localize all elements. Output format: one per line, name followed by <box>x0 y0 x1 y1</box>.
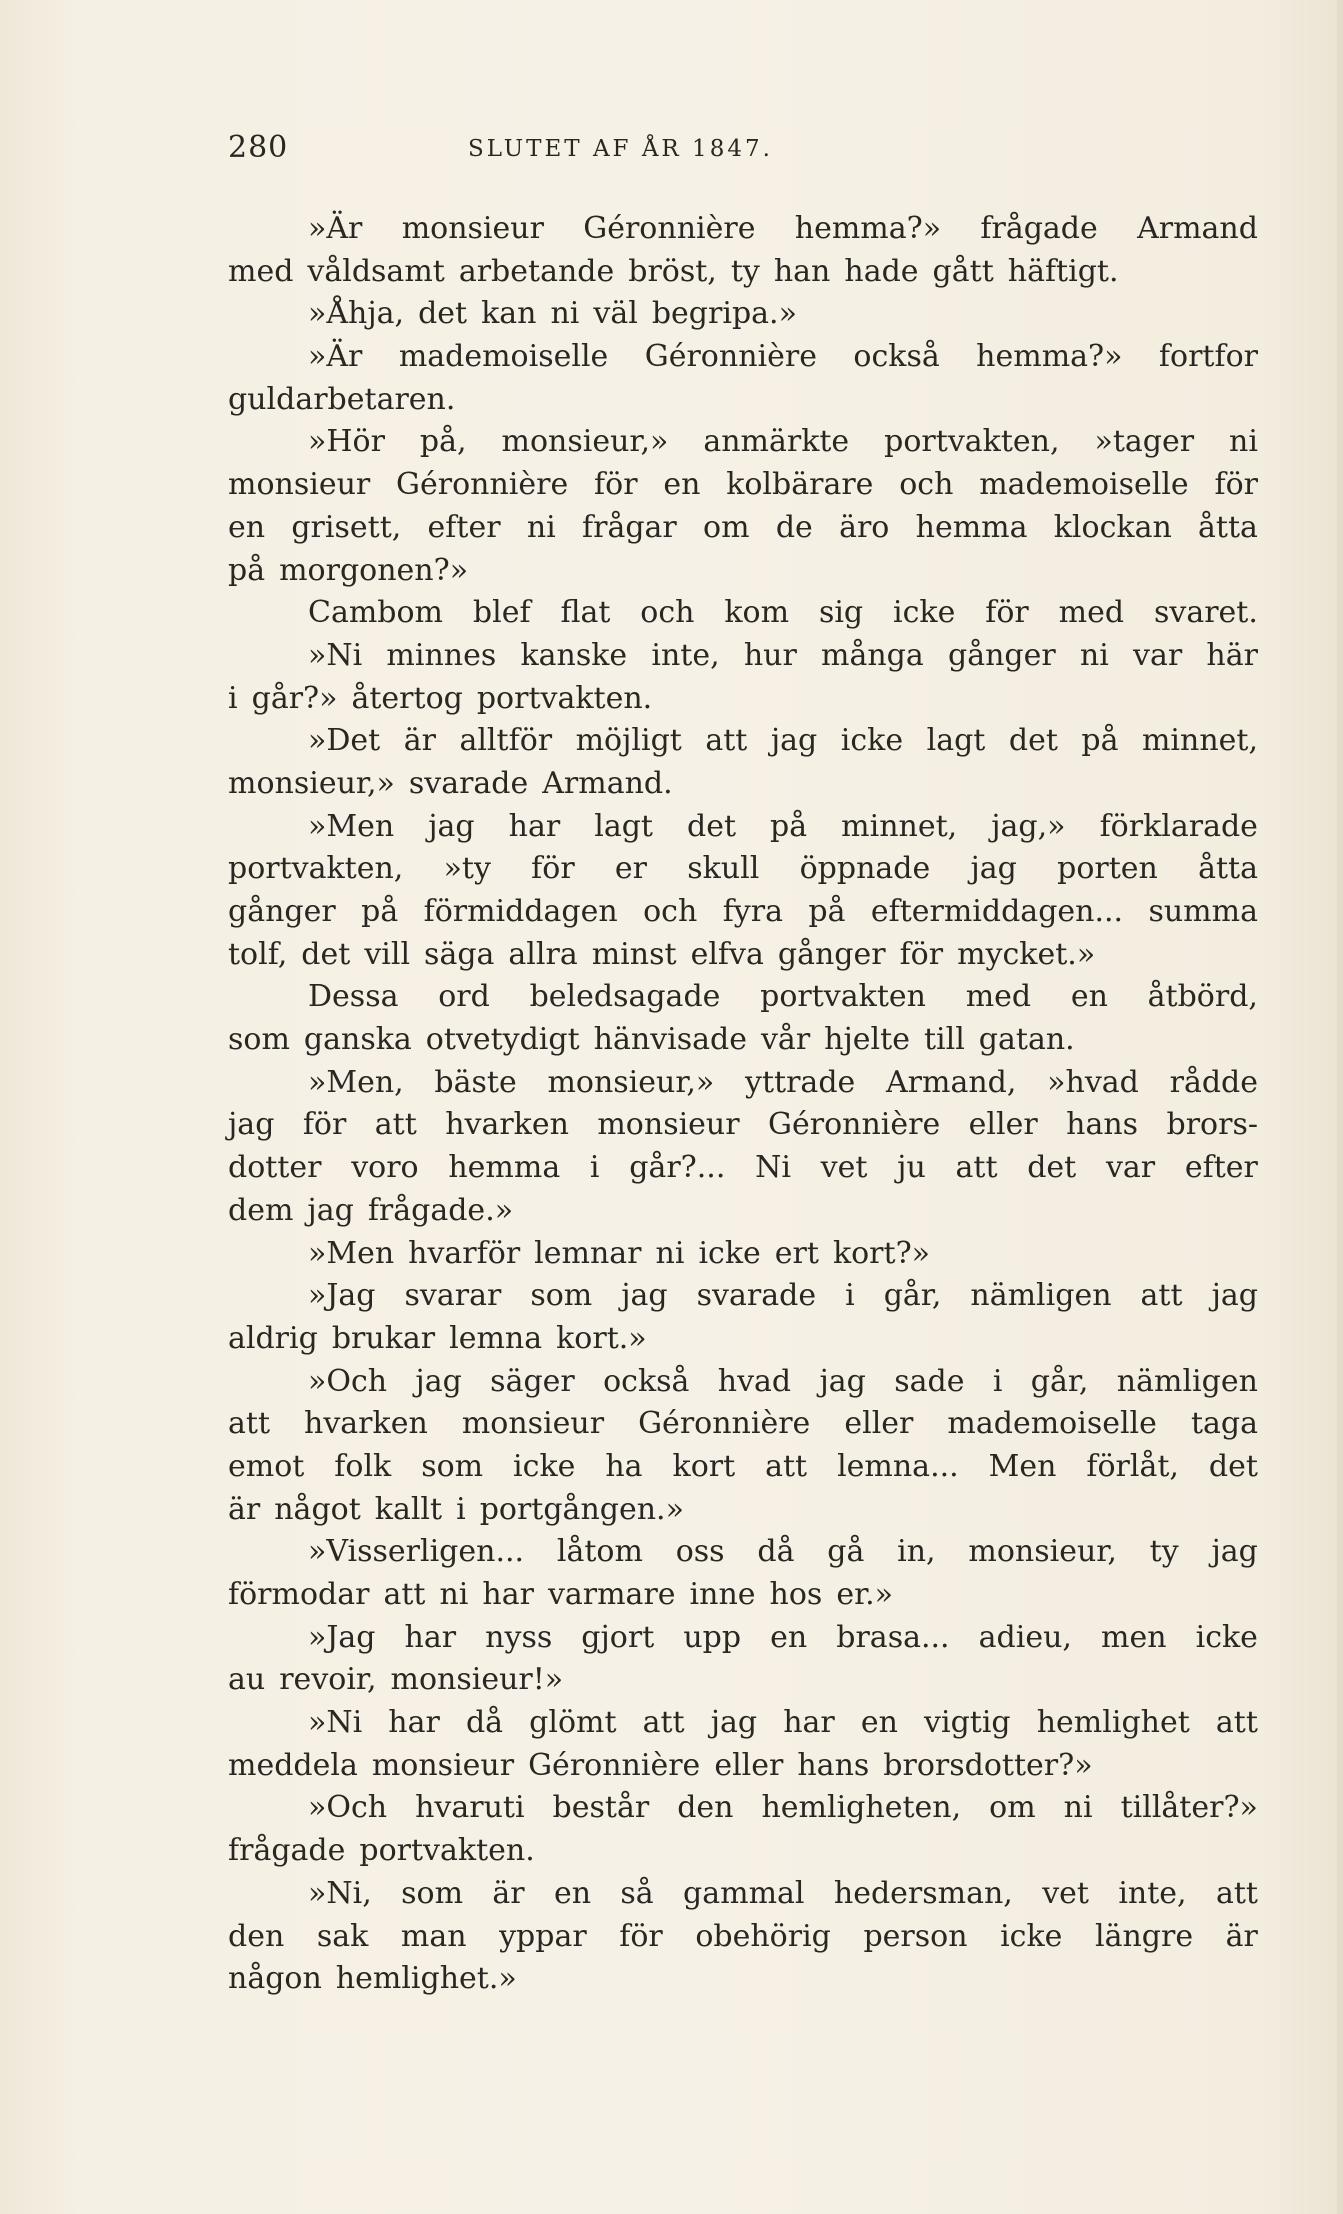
text-line: »Det är alltför möjligt att jag icke lagt det på minnet, <box>308 723 1258 759</box>
text-line: »Är monsieur Géronnière hemma?» frågade Armand <box>308 211 1258 246</box>
text-line: är något kallt i portgången.» <box>228 1491 684 1527</box>
text-line: »Och hvaruti består den hemligheten, om ni tillåter?» <box>308 1790 1258 1826</box>
text-line: monsieur Géronnière för en kolbärare och mademoiselle för <box>228 467 1258 503</box>
page-header <box>228 130 1258 170</box>
text-line: »Och jag säger också hvad jag sade i går, nämligen <box>308 1363 1258 1399</box>
text-line: Cambom blef flat och kom sig icke för med svaret. <box>308 595 1258 631</box>
text-line: »Jag har nyss gjort upp en brasa... adieu, men icke <box>308 1619 1258 1655</box>
text-line: jag för att hvarken monsieur Géronnière eller hans brors- <box>228 1107 1258 1143</box>
text-line: portvakten, »ty för er skull öppnade jag porten åtta <box>228 851 1258 887</box>
text-line: guldarbetaren. <box>228 381 456 417</box>
text-line: med våldsamt arbetande bröst, ty han hade gått häftigt. <box>228 253 1119 289</box>
text-line: »Jag svarar som jag svarade i går, nämligen att jag <box>308 1278 1258 1314</box>
text-line: gånger på förmiddagen och fyra på eftermiddagen... summa <box>228 894 1258 929</box>
text-line: »Men, bäste monsieur,» yttrade Armand, »hvad rådde <box>308 1064 1258 1100</box>
text-line: »Ni har då glömt att jag har en vigtig hemlighet att <box>308 1705 1258 1741</box>
text-line: den sak man yppar för obehörig person icke längre är <box>228 1918 1258 1954</box>
text-line: att hvarken monsieur Géronnière eller mademoiselle taga <box>228 1406 1258 1442</box>
text-line: dem jag frågade.» <box>228 1192 514 1228</box>
text-line: »Åhja, det kan ni väl begripa.» <box>308 296 797 332</box>
page-edge <box>1337 0 1343 2214</box>
text-line: dotter voro hemma i går?... Ni vet ju att det var efter <box>228 1150 1258 1186</box>
text-line: frågade portvakten. <box>228 1833 535 1869</box>
text-line: »Men hvarför lemnar ni icke ert kort?» <box>308 1235 931 1271</box>
running-title: SLUTET AF ÅR 1847. <box>468 136 773 162</box>
text-line: en grisett, efter ni frågar om de äro hemma klockan åtta <box>228 509 1258 545</box>
text-line: på morgonen?» <box>228 552 469 588</box>
text-line: »Är mademoiselle Géronnière också hemma?» fortfor <box>308 339 1258 375</box>
text-line: som ganska otvetydigt hänvisade vår hjelte till gatan. <box>228 1022 1075 1058</box>
text-line: »Hör på, monsieur,» anmärkte portvakten, »tager ni <box>308 424 1258 460</box>
text-line: förmodar att ni har varmare inne hos er.» <box>228 1577 894 1612</box>
body-text <box>228 208 1258 2001</box>
text-line: i går?» återtog portvakten. <box>228 680 653 716</box>
page-number: 280 <box>228 130 289 165</box>
text-line: emot folk som icke ha kort att lemna... Men förlåt, det <box>228 1448 1258 1484</box>
text-line: tolf, det vill säga allra minst elfva gånger för mycket.» <box>228 936 1096 972</box>
text-line: »Ni, som är en så gammal hedersman, vet inte, att <box>308 1875 1258 1911</box>
text-line: »Visserligen... låtom oss då gå in, monsieur, ty jag <box>308 1534 1258 1570</box>
text-line: »Men jag har lagt det på minnet, jag,» förklarade <box>308 808 1258 844</box>
text-line: Dessa ord beledsagade portvakten med en åtbörd, <box>308 979 1258 1015</box>
text-line: någon hemlighet.» <box>228 1961 517 1997</box>
text-line: meddela monsieur Géronnière eller hans brorsdotter?» <box>228 1747 1093 1783</box>
text-line: aldrig brukar lemna kort.» <box>228 1320 647 1356</box>
text-line: au revoir, monsieur!» <box>228 1662 564 1698</box>
text-line: »Ni minnes kanske inte, hur många gånger ni var här <box>308 637 1258 673</box>
text-line: monsieur,» svarade Armand. <box>228 765 673 801</box>
